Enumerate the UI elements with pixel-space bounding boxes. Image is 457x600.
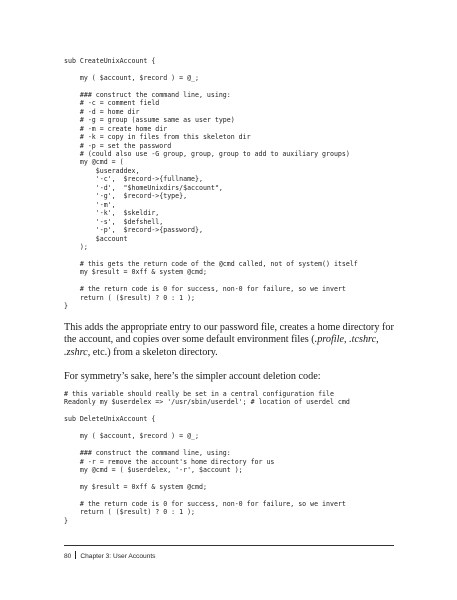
footer-divider (64, 545, 394, 546)
footer-separator (75, 551, 76, 559)
chapter-title: Chapter 3: User Accounts (80, 553, 156, 560)
paragraph-deletion-intro: For symmetry’s sake, here’s the simpler account deletion code: (64, 371, 321, 382)
filename-profile: .profile (314, 334, 344, 346)
page-number: 80 (64, 553, 72, 560)
separator: , (343, 334, 350, 346)
code-block-delete-unix-account: # this variable should really be set in a central configuration file Readonly my $userdelex => '/usr/sbin/userdel'; # location of userdel cmd sub DeleteUnixAccount { my ( $account, $record ) = @_; ### construct the command line, using: # -r = remove the account's home directory for us my @cmd = ( $userdelex, '-r', $account ); my $result = 0xff & system @cmd; # the return code is 0 for success, non-0 for failure, so we invert return ( ($result) ? 0 : 1 ); } (64, 390, 350, 525)
code-block-create-unix-account: sub CreateUnixAccount { my ( $account, $record ) = @_; ### construct the command line, using: # -c = comment field # -d = home dir # -g = group (assume same as user type) # -m = create home dir # -k = copy in files from this skeleton dir # -p = set the password # (could also use -G group, group, group to add to auxiliary groups) my @cmd = ( $useraddex, '-c', $record->{fullname}, '-d', "$homeUnixdirs/$account", '-g', $record->{type}, '-m', '-k', $skeldir, '-s', $defshell, '-p', $record->{password}, $account ); # this gets the return code of the @cmd called, not of system() itself my $result = 0xff & system @cmd; # the return code is 0 for success, non-0 for failure, so we invert return ( ($result) ? 0 : 1 ); } (64, 57, 358, 311)
paragraph-text: , etc.) from a skeleton directory. (87, 346, 218, 358)
filename-zshrc: .zshrc (64, 346, 88, 358)
filename-tcshrc: .tcshrc (349, 334, 377, 346)
page-footer (64, 551, 155, 560)
paragraph-add-account-explanation (64, 322, 394, 359)
paragraph-text: This adds the appropriate entry to our password file, creates a home directory for the account, and copies over some default environment files ( (64, 322, 394, 346)
separator: , (376, 334, 379, 346)
